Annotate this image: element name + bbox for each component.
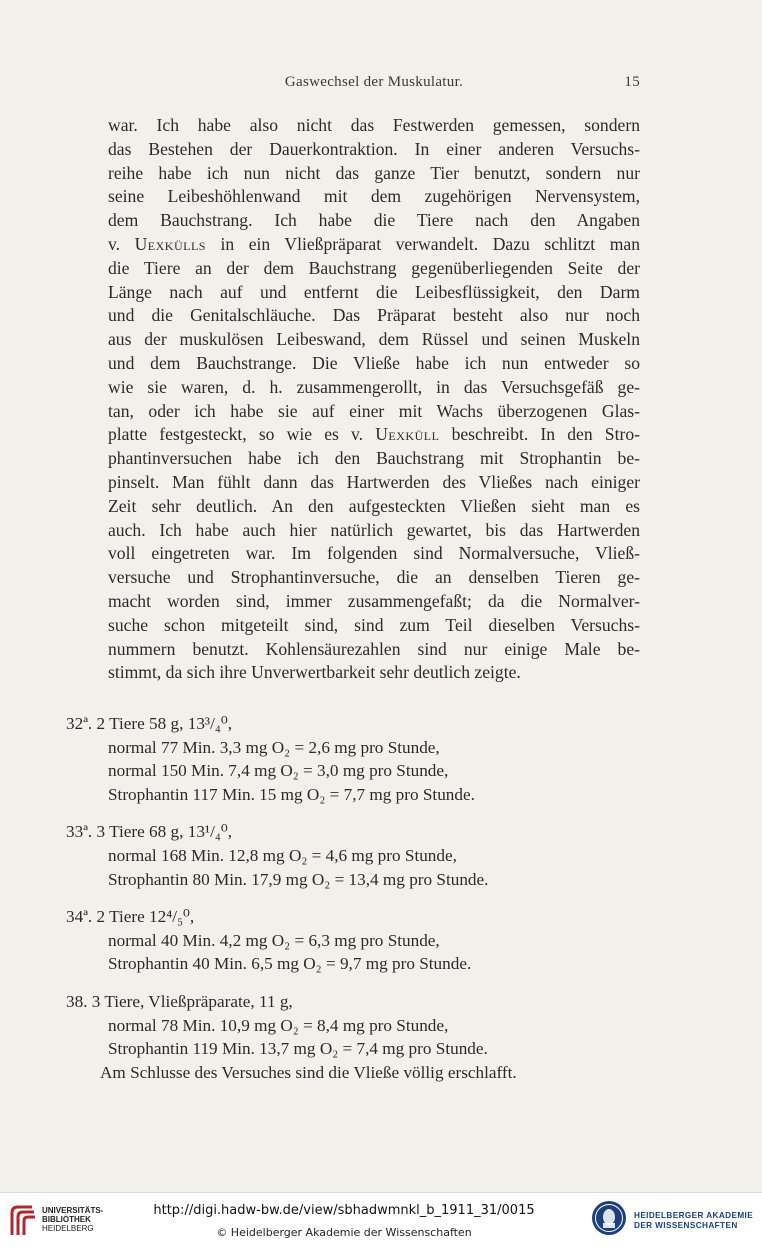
body-text-segment: suche schon mitgeteilt sind, sind zum Teil dieselben Versuchs-	[108, 614, 640, 635]
body-text-segment: phantinversuchen habe ich den Bauchstrang mit Strophantin be-	[108, 448, 640, 469]
entry-head	[66, 990, 648, 1014]
body-text-segment: und die Genitalschläuche. Das Präparat besteht also nur noch	[108, 305, 640, 326]
entry-animals: 3 Tiere 68 g, 13¹/₄⁰,	[96, 822, 233, 842]
body-text-segment: stimmt, da sich ihre Unverwertbarkeit sehr deutlich zeigte.	[108, 662, 521, 683]
academy-seal-icon	[590, 1199, 628, 1237]
measurement-line: normal 78 Min. 10,9 mg O₂ = 8,4 mg pro Stunde,	[108, 1015, 449, 1035]
body-line	[108, 590, 640, 614]
entry-number: 38.	[66, 991, 92, 1011]
footer-bar	[0, 1192, 762, 1249]
library-logo-icon	[8, 1203, 38, 1239]
body-text-segment: v.	[108, 233, 135, 254]
academy-line2: DER WISSENSCHAFTEN	[634, 1221, 738, 1230]
body-line	[108, 328, 640, 352]
experiment-entries	[66, 712, 648, 1084]
library-line3: HEIDELBERG	[42, 1224, 94, 1233]
body-text-segment: dem Bauchstrang. Ich habe die Tiere nach den Angaben	[108, 210, 640, 231]
body-line	[108, 376, 640, 400]
body-line	[108, 233, 640, 257]
academy-name	[634, 1211, 753, 1231]
running-header	[108, 74, 640, 98]
author-name: Uexkülls	[134, 233, 206, 254]
body-line	[108, 114, 640, 138]
body-text-segment: war. Ich habe also nicht das Festwerden gemessen, sondern	[108, 115, 640, 135]
body-text-segment: platte festgesteckt, so wie es v.	[108, 424, 376, 445]
entry-head	[66, 905, 648, 929]
experiment-entry	[66, 990, 648, 1061]
body-line	[108, 447, 640, 471]
measurement-line: Strophantin 117 Min. 15 mg O₂ = 7,7 mg pro Stunde.	[108, 784, 475, 804]
body-text-segment: wie sie waren, d. h. zusammengerollt, in das Versuchsgefäß ge-	[108, 376, 640, 397]
running-title: Gaswechsel der Muskulatur.	[284, 74, 464, 90]
body-text-segment: in ein Vließpräparat verwandelt. Dazu schlitzt man	[205, 233, 640, 254]
body-line	[108, 638, 640, 662]
body-text-segment: macht worden sind, immer zusammengefaßt; da die Normalver-	[108, 590, 640, 611]
academy-line1: HEIDELBERGER AKADEMIE	[634, 1211, 754, 1220]
body-line	[108, 495, 640, 519]
experiment-entry	[66, 820, 648, 891]
source-url-link[interactable]: http://digi.hadw-bw.de/view/sbhadwmnkl_b_1911_31/0015	[153, 1203, 535, 1218]
body-text-segment: auch. Ich habe auch hier natürlich gewartet, bis das Hartwerden	[108, 519, 640, 540]
library-brand[interactable]	[8, 1203, 128, 1243]
library-line2: BIBLIOTHEK	[42, 1215, 91, 1224]
entry-number: 34ª.	[66, 907, 97, 927]
body-line	[108, 352, 640, 376]
body-text-segment: die Tiere an der dem Bauchstrang gegenüberliegenden Seite der	[108, 257, 640, 278]
measurement-line: normal 77 Min. 3,3 mg O₂ = 2,6 mg pro Stunde,	[108, 737, 440, 757]
body-text-segment: pinselt. Man fühlt dann das Hartwerden des Vließes nach einiger	[108, 471, 640, 492]
body-line	[108, 400, 640, 424]
entry-animals: 2 Tiere 12⁴/₅⁰,	[96, 907, 195, 927]
closing-remark: Am Schlusse des Versuches sind die Vließe völlig erschlafft.	[100, 1062, 517, 1082]
experiment-entry	[66, 712, 648, 806]
entry-head	[66, 820, 648, 844]
measurement-line: Strophantin 119 Min. 13,7 mg O₂ = 7,4 mg pro Stunde.	[108, 1039, 488, 1059]
body-line	[108, 566, 640, 590]
body-text-segment: beschreibt. In den Stro-	[439, 424, 640, 445]
body-text-segment: tan, oder ich habe sie auf einer mit Wachs überzogenen Glas-	[108, 400, 640, 421]
body-line	[108, 185, 640, 209]
body-text-segment: und dem Bauchstrange. Die Vließe habe ich nun entweder so	[108, 352, 640, 373]
body-text-segment: nummern benutzt. Kohlensäurezahlen sind nur einige Male be-	[108, 638, 640, 659]
body-line	[108, 162, 640, 186]
body-line	[108, 614, 640, 638]
body-line	[108, 281, 640, 305]
measurement-line: normal 168 Min. 12,8 mg O₂ = 4,6 mg pro Stunde,	[108, 845, 457, 865]
body-line	[108, 661, 640, 685]
experiment-entry	[66, 905, 648, 976]
library-name	[42, 1206, 103, 1233]
body-line	[108, 423, 640, 447]
body-line	[108, 138, 640, 162]
library-line1: UNIVERSITÄTS-	[42, 1206, 104, 1215]
body-text-segment: reihe habe ich nun nicht das ganze Tier benutzt, sondern nur	[108, 162, 640, 183]
copyright-notice: © Heidelberger Akademie der Wissenschaften	[216, 1226, 472, 1239]
body-text-segment: aus der muskulösen Leibeswand, dem Rüssel und seinen Muskeln	[108, 329, 640, 350]
measurement-line: normal 150 Min. 7,4 mg O₂ = 3,0 mg pro Stunde,	[108, 761, 449, 781]
author-name: Uexküll	[375, 424, 440, 445]
body-text-segment: Zeit sehr deutlich. An den aufgesteckten Vließen sieht man es	[108, 495, 640, 516]
entry-animals: 2 Tiere 58 g, 13³/₄⁰,	[96, 714, 233, 733]
body-line	[108, 209, 640, 233]
body-text	[108, 114, 640, 685]
measurement-line: normal 40 Min. 4,2 mg O₂ = 6,3 mg pro Stunde,	[108, 930, 440, 950]
body-text-segment: versuche und Strophantinversuche, die an denselben Tieren ge-	[108, 567, 640, 588]
academy-brand[interactable]	[590, 1199, 758, 1243]
body-text-segment: das Bestehen der Dauerkontraktion. In einer anderen Versuchs-	[108, 138, 640, 159]
measurement-line: Strophantin 80 Min. 17,9 mg O₂ = 13,4 mg pro Stunde.	[108, 869, 489, 889]
body-text-segment: seine Leibeshöhlenwand mit dem zugehörigen Nervensystem,	[108, 186, 640, 207]
entry-number: 32ª.	[66, 714, 97, 733]
page-number: 15	[624, 74, 640, 90]
body-line	[108, 519, 640, 543]
body-line	[108, 304, 640, 328]
entry-animals: 3 Tiere, Vließpräparate, 11 g,	[91, 991, 293, 1011]
body-line	[108, 257, 640, 281]
body-line	[108, 542, 640, 566]
body-text-segment: voll eingetreten war. Im folgenden sind Normalversuche, Vließ-	[108, 543, 640, 564]
measurement-line: Strophantin 40 Min. 6,5 mg O₂ = 9,7 mg pro Stunde.	[108, 954, 472, 974]
entry-number: 33ª.	[66, 822, 97, 842]
entry-head	[66, 712, 648, 736]
body-line	[108, 471, 640, 495]
body-text-segment: Länge nach auf und entfernt die Leibesflüssigkeit, den Darm	[108, 281, 640, 302]
